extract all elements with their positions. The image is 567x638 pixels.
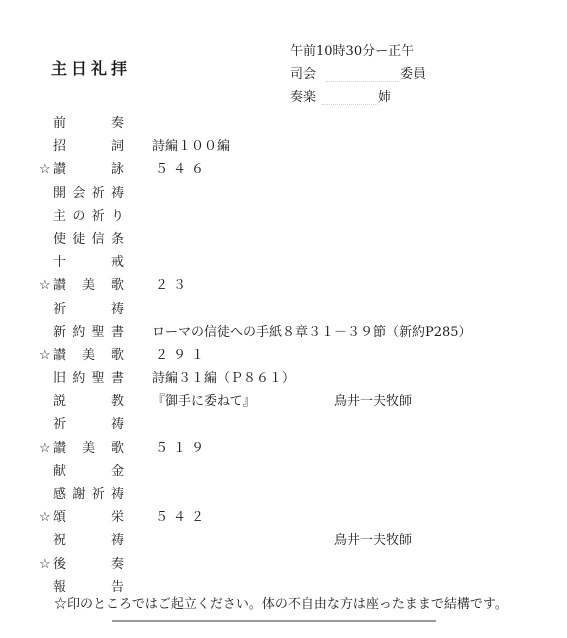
program-item-char: 美 [81, 347, 95, 363]
program-item-person: 鳥井一夫牧師 [334, 394, 413, 410]
program-item-char: 会 [72, 185, 86, 201]
standing-star-icon: ☆ [39, 440, 51, 456]
program-item-char: 歌 [110, 440, 124, 456]
program-item-char: 栄 [110, 510, 124, 526]
program-item-char: 奏 [110, 556, 124, 572]
program-item-char: 聖 [91, 324, 105, 340]
program-item-person: 鳥井一夫牧師 [334, 533, 413, 549]
program-item-name [53, 158, 124, 181]
program-item-char: 美 [81, 440, 95, 456]
program-item [0, 158, 567, 181]
program-item-name [53, 460, 124, 483]
program-item-name [53, 413, 124, 436]
program-item-char: 戒 [110, 255, 124, 271]
program-item-char: 信 [91, 231, 105, 247]
program-item-char: 主 [53, 208, 67, 224]
program-item-name [53, 228, 124, 251]
program-item [0, 135, 567, 158]
program-item [0, 205, 567, 228]
program-item-char: 後 [53, 556, 67, 572]
program-item [0, 344, 567, 367]
program-item [0, 182, 567, 205]
program-item [0, 413, 567, 436]
program-item-char: 祈 [91, 487, 105, 502]
program-item-char: 書 [110, 324, 124, 340]
program-item-name [53, 135, 124, 158]
service-time: 午前10時30分ー正午 [290, 44, 415, 59]
service-time-row [290, 40, 426, 63]
program-item [0, 112, 567, 135]
program-item-char: 詞 [110, 139, 124, 155]
program-item-char: 使 [53, 231, 67, 247]
program-item-char: 告 [110, 579, 124, 595]
standing-star-icon: ☆ [39, 278, 51, 294]
standing-star-icon: ☆ [39, 556, 51, 572]
program-item-char: 祈 [91, 208, 105, 224]
music-role: 姉 [378, 90, 392, 105]
program-item-char: 金 [110, 463, 124, 479]
program-item [0, 506, 567, 529]
program-item-char: 祈 [91, 185, 105, 201]
program-item-char: 開 [53, 185, 67, 201]
program-item-detail: ２３ [155, 278, 192, 294]
program-item-char: 説 [53, 394, 67, 410]
program-item-char: 条 [110, 231, 124, 247]
program-item-char: 旧 [53, 371, 67, 387]
program-item-char: 讃 [53, 440, 67, 456]
program-item-detail: ローマの信徒への手紙８章３１－３９節（新約P285） [152, 324, 472, 340]
program-item [0, 228, 567, 251]
redacted-name [326, 67, 400, 82]
program-item-name [53, 506, 124, 529]
program-item-name [53, 344, 124, 367]
program-item-name [53, 390, 124, 413]
standing-star-icon: ☆ [39, 347, 51, 363]
mc-row [290, 63, 426, 86]
music-row [290, 86, 426, 109]
program-item-char: 約 [72, 371, 86, 387]
program-item-char: 書 [110, 371, 124, 387]
standing-star-icon: ☆ [39, 162, 51, 178]
program-item-char: 感 [53, 487, 67, 502]
program-item-detail: 詩編３１編（Ｐ８６１） [152, 371, 296, 387]
program-item-detail: ５４６ [155, 162, 210, 178]
program-item-name [53, 112, 124, 135]
program-item [0, 298, 567, 321]
program-item-char: り [110, 208, 124, 224]
bottom-rule [112, 620, 436, 622]
page-title: 主日礼拝 [51, 59, 132, 78]
program-item-char: 報 [53, 579, 67, 595]
program-item-detail: ５４２ [155, 510, 210, 526]
program-item-name [53, 321, 124, 344]
standing-note: ☆印のところではご起立ください。体の不自由な方は座ったままで結構です。 [54, 597, 508, 612]
program-item-char: 十 [53, 255, 67, 271]
program-item-char: 聖 [91, 371, 105, 387]
program-item-char: 前 [53, 116, 67, 131]
program-item-detail: 詩編１００編 [152, 139, 231, 155]
program-item-char: 讃 [53, 278, 67, 294]
program-item-char: 詠 [110, 162, 124, 178]
program-item [0, 321, 567, 344]
program-item-name [53, 182, 124, 205]
service-info [290, 40, 426, 109]
program-item-name [53, 437, 124, 460]
program-item-char: 祝 [53, 533, 67, 549]
program-item-char: 新 [53, 324, 67, 340]
program-item-detail: ５１９ [155, 440, 210, 456]
program-item [0, 437, 567, 460]
program-item-char: 祷 [110, 301, 124, 317]
program-item-detail: ２９１ [155, 347, 210, 363]
program-item-char: 謝 [72, 487, 86, 502]
program-item-char: 頌 [53, 510, 67, 526]
program-item [0, 367, 567, 390]
program-item [0, 251, 567, 274]
program-item-char: 祷 [110, 533, 124, 549]
program-item-char: 美 [81, 278, 95, 294]
program-item [0, 529, 567, 552]
program-item-char: 祷 [110, 417, 124, 433]
program-item-name [53, 251, 124, 274]
program-item-char: 奏 [110, 116, 124, 131]
program-item-char: 祷 [110, 185, 124, 201]
standing-star-icon: ☆ [39, 510, 51, 526]
program-item-char: 歌 [110, 278, 124, 294]
program-item-detail: 『御手に委ねて』 [152, 394, 256, 410]
program-item [0, 553, 567, 576]
program-item-name [53, 553, 124, 576]
program-item-char: 徒 [72, 231, 86, 247]
program-item-char: 讃 [53, 162, 67, 178]
program-item-name [53, 274, 124, 297]
program-item-name [53, 483, 124, 506]
program-item [0, 483, 567, 506]
program-item-char: 歌 [110, 347, 124, 363]
program-item [0, 390, 567, 413]
program-item-char: 祷 [110, 487, 124, 502]
program-item-char: 祈 [53, 301, 67, 317]
program-item-char: 約 [72, 324, 86, 340]
program-item-char: 招 [53, 139, 67, 155]
program-item-char: 教 [110, 394, 124, 410]
program-item-char: 祈 [53, 417, 67, 433]
redacted-name [322, 90, 378, 105]
mc-role: 委員 [400, 67, 427, 82]
program-item-char: 讃 [53, 347, 67, 363]
program-item-char: 献 [53, 463, 67, 479]
program-item-name [53, 367, 124, 390]
program-item-name [53, 529, 124, 552]
program-item [0, 460, 567, 483]
program-item [0, 274, 567, 297]
mc-label: 司会 [290, 67, 317, 82]
music-label: 奏楽 [290, 90, 317, 105]
program-item-char: の [72, 208, 86, 224]
program-item-name [53, 298, 124, 321]
program-item-name [53, 205, 124, 228]
order-of-service [0, 112, 567, 599]
